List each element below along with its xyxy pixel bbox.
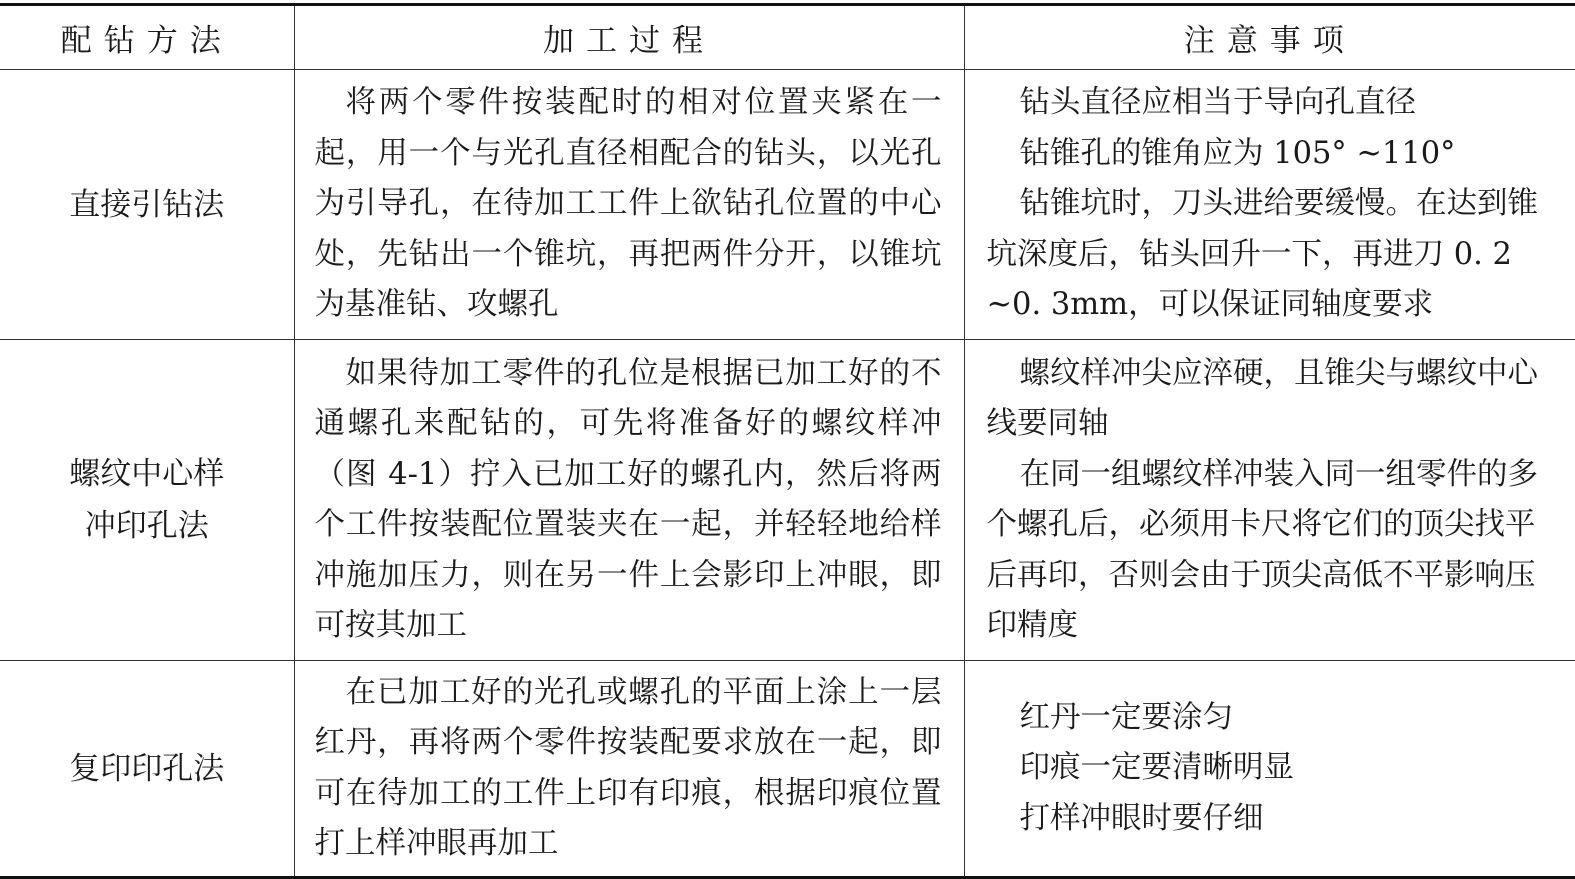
process-text: 如果待加工零件的孔位是根据已加工好的不通螺孔来配钻的，可先将准备好的螺纹样冲（图 4-1）拧入已加工好的螺孔内，然后将两个工件按装配位置装夹在一起，并轻轻地给样冲施加压力，则在另一件上会影印上冲眼，即可按其加工 [314,355,942,643]
method-cell: 复印印孔法 [0,661,294,878]
header-notes: 注意事项 [964,5,1575,70]
method-line: 螺纹中心样 [69,456,225,492]
table-row [0,340,1575,661]
note-item: 红丹一定要涂匀 [1019,699,1233,735]
note-item: 钻头直径应相当于导向孔直径 [1019,85,1416,121]
notes-cell [964,70,1575,340]
process-cell [294,70,964,340]
notes-cell [964,340,1575,661]
note-item: 印痕一定要清晰明显 [1019,750,1294,786]
drilling-methods-table [0,3,1575,879]
method-cell [0,340,294,661]
table-row [0,70,1575,340]
method-cell: 直接引钻法 [0,70,294,340]
note-item: 钻锥孔的锥角应为 105° ~110° [1019,135,1456,171]
note-item: 钻锥坑时，刀头进给要缓慢。在达到锥坑深度后，钻头回升一下，再进刀 0. 2 ~0. 3mm，可以保证同轴度要求 [986,186,1538,323]
note-item: 在同一组螺纹样冲装入同一组零件的多个螺孔后，必须用卡尺将它们的顶尖找平后再印，否则会由于顶尖高低不平影响压印精度 [986,456,1538,643]
header-process: 加工过程 [294,5,964,70]
process-cell [294,661,964,878]
table-row [0,661,1575,878]
process-text: 在已加工好的光孔或螺孔的平面上涂上一层红丹，再将两个零件按装配要求放在一起，即可在待加工的工件上印有印痕，根据印痕位置打上样冲眼再加工 [314,674,942,861]
note-item: 打样冲眼时要仔细 [1019,800,1264,836]
process-cell [294,340,964,661]
method-line: 冲印孔法 [84,508,209,544]
notes-cell [964,661,1575,878]
process-text: 将两个零件按装配时的相对位置夹紧在一起，用一个与光孔直径相配合的钻头，以光孔为引导孔，在待加工工件上欲钻孔位置的中心处，先钻出一个锥坑，再把两件分开，以锥坑为基准钻、攻螺孔 [314,85,942,323]
header-row [0,5,1575,70]
note-item: 螺纹样冲尖应淬硬，且锥尖与螺纹中心线要同轴 [986,355,1538,441]
header-method: 配钻方法 [0,5,294,70]
